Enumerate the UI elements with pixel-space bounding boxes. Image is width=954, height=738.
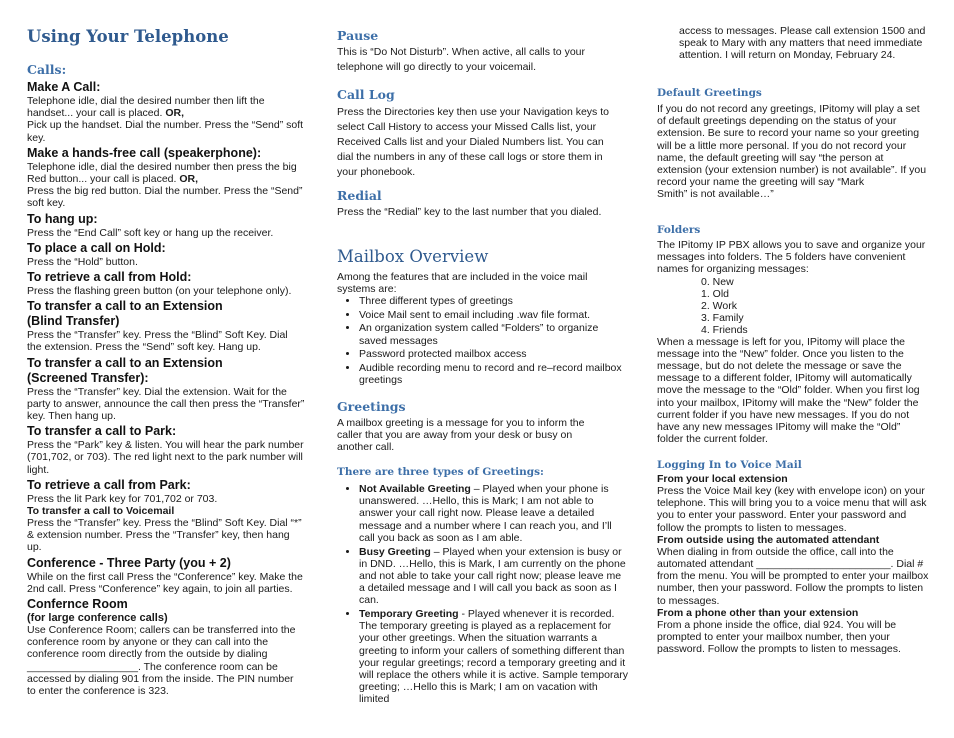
greeting-type-item (359, 608, 629, 706)
default-greetings-heading: Default Greetings (657, 87, 762, 99)
folder-item: 1. Old (701, 287, 730, 300)
make-call-text-2: Pick up the handset. Dial the number. Press the “Send” soft key. (27, 119, 304, 144)
logging-in-heading: Logging In to Voice Mail (657, 459, 802, 471)
hold-text: Press the “Hold” button. (27, 255, 138, 268)
hangup-text: Press the “End Call” soft key or hang up the receiver. (27, 226, 274, 239)
calls-section (27, 80, 305, 697)
retrieve-hold-text: Press the flashing green button (on your telephone only). (27, 285, 292, 298)
mailbox-overview-text: Among the features that are included in the voice mail systems are: (337, 271, 588, 296)
handsfree-heading: Make a hands-free call (speakerphone): (27, 145, 262, 160)
feature-item: • Voice Mail sent to email including .wav file format. (359, 309, 627, 321)
default-greetings-text: If you do not record any greetings, IPitomy will play a set of default greetings depending on the status of your extension. Be sure to record your name so your greeting will be a little more personal. If you do not record your name, the default greeting will say “the person at extension (your extension number) is not available”. If you record your name the greeting will say “Mark Smith” is not available…” (657, 103, 927, 201)
folder-item: 3. Family (701, 311, 744, 324)
temporary-greeting-continued-text: access to messages. Please call extension 1500 and speak to Mary with any matters that need immediate attention. I will return on Monday, February 24. (679, 25, 926, 62)
screened-transfer-heading: To transfer a call to an Extension (Screened Transfer): (27, 355, 223, 385)
folders-heading: Folders (657, 224, 701, 236)
retrieve-hold-heading: To retrieve a call from Hold: (27, 270, 192, 285)
greeting-type-item (359, 546, 629, 607)
greeting-type-item (359, 483, 629, 544)
handsfree-text: Telephone idle, dial the desired number then press the big Red button... your call is placed. OR, (27, 160, 297, 186)
conference-heading: Conference - Three Party (you + 2) (27, 555, 231, 570)
conference-room-subheading: (for large conference calls) (27, 612, 168, 625)
hold-heading: To place a call on Hold: (27, 240, 166, 255)
voicemail-transfer-heading: To transfer a call to Voicemail (27, 505, 175, 518)
handsfree-text-2: Press the big red button. Dial the number. Press the “Send” soft key. (27, 185, 303, 210)
blind-transfer-heading: To transfer a call to an Extension (Blind Transfer) (27, 299, 223, 329)
folders-behavior-text: When a message is left for you, IPitomy will place the message into the “New” folder. Once you listen to the message, but do not delete the message or save the message to a different folder, IPitomy will automatically move the message to the “Old” folder. When you first log into your mailbox, IPitomy will make the “New” folder the current folder if you have new messages. If you do not have any new messages IPitomy will make the “Old” folder the current folder. (657, 335, 920, 446)
feature-item: • Three different types of greetings (359, 295, 627, 307)
folder-item: 2. Work (701, 299, 737, 312)
redial-heading: Redial (337, 188, 382, 203)
greeting-type-label: Temporary Greeting (359, 608, 459, 621)
greeting-type-description: – Played when your extension is busy or in DND. …Hello, this is Mark, I am currently on the phone and not able to take your call right now; please leave me a detailed message and I will call you back as soon as I can. (359, 545, 626, 607)
redial-text: Press the “Redial” key to the last number that you dialed. (337, 206, 602, 218)
retrieve-park-text: Press the lit Park key for 701,702 or 703. (27, 492, 218, 505)
greeting-types-heading: There are three types of Greetings: (337, 466, 544, 478)
folders-intro-text: The IPitomy IP PBX allows you to save and organize your messages into folders. The 5 folders have convenient names for organizing messages: (657, 239, 926, 276)
voicemail-transfer-text: Press the “Transfer” key. Press the “Blind” Soft Key. Dial “*” & extension number. Press the “Transfer” key, then hang up. (27, 517, 302, 554)
pause-heading: Pause (337, 28, 379, 43)
other-phone-text: From a phone inside the office, dial 924. You will be prompted to enter your mailbox number, then your password. Follow the prompts to listen to messages. (657, 618, 901, 656)
make-call-text: Telephone idle, dial the desired number then lift the handset... your call is placed. OR, (27, 95, 265, 120)
feature-item: • Password protected mailbox access (359, 348, 627, 360)
park-heading: To transfer a call to Park: (27, 424, 177, 439)
pause-text: This is “Do Not Disturb”. When active, all calls to your telephone will go directly to your voicemail. (337, 46, 585, 73)
outside-heading: From outside using the automated attendant (657, 533, 880, 546)
outside-text: When dialing in from outside the office, call into the automated attendant _______________________. Dial # from the menu. You will be prompted to enter your mailbox number, then your password. Follow the prompts to listen to messages. (657, 545, 929, 607)
park-text: Press the “Park” key & listen. You will hear the park number (701,702, or 703). The red light next to the park number will light. (27, 439, 304, 476)
screened-transfer-text: Press the “Transfer” key. Dial the extension. Wait for the party to answer, announce the call then press the “Transfer” key. Then hang up. (27, 385, 305, 423)
local-extension-heading: From your local extension (657, 473, 788, 485)
greeting-type-label: Not Available Greeting (359, 483, 471, 495)
blind-transfer-text: Press the “Transfer” key. Press the “Blind” Soft Key. Dial the extension. Press the “Send” soft key. Hang up. (27, 329, 288, 354)
features-list (337, 295, 627, 388)
page-title: Using Your Telephone (27, 27, 229, 46)
folders-list (657, 276, 927, 336)
feature-item: • An organization system called “Folders” to organize saved messages (359, 322, 627, 346)
folder-item: 4. Friends (701, 323, 748, 336)
conference-text: While on the first call Press the “Conference” key. Make the 2nd call. Press “Conference” key again, to join all parties. (27, 570, 303, 595)
folder-item: 0. New (701, 275, 734, 288)
retrieve-park-heading: To retrieve a call from Park: (27, 477, 191, 492)
conference-room-text: Use Conference Room; callers can be transferred into the conference room by anyone or they can call into the conference room directly from the outside by dialing ___________________. The conference room can be accessed by dialing 901 from the inside. The PIN number to enter the conference is 323. (27, 624, 296, 698)
conference-room-heading: Confernce Room (27, 597, 128, 612)
hangup-heading: To hang up: (27, 211, 98, 226)
call-log-text: Press the Directories key then use your Navigation keys to select Call History to access your Missed Calls list, your Received Calls list and your Dialed Numbers list. You can dial the numbers in any of these call logs or store them in your phonebook. (337, 106, 609, 178)
greeting-type-label: Busy Greeting (359, 545, 431, 558)
greeting-type-description: – Played when your phone is unanswered. …Hello, this is Mark; I am not able to answer your call right now. Please leave a detailed message and a number where I can reach you, and I’ll call you back as soon as I am able. (359, 483, 612, 544)
greetings-heading: Greetings (337, 399, 406, 414)
local-extension-text: Press the Voice Mail key (key with envelope icon) on your telephone. This will bring you to a voice menu that will ask you to enter your password. Enter your password and follow the prompts to listen to messages. (657, 485, 927, 534)
call-log-heading: Call Log (337, 87, 395, 102)
feature-item: • Audible recording menu to record and re–record mailbox greetings (359, 362, 627, 386)
greeting-type-description: - Played whenever it is recorded. The temporary greeting is played as a replacement for your other greetings. When the situation warrants a greeting to inform your callers of something different than your regular greetings; record a temporary greeting and it will replace the others while it is active. Sample temporary greeting; …Hello this is Mark; I am on vacation with limited (359, 608, 629, 706)
calls-heading: Calls: (27, 62, 67, 77)
folders-section (657, 239, 927, 445)
mailbox-overview-heading: Mailbox Overview (337, 247, 489, 266)
make-call-heading: Make A Call: (27, 80, 101, 94)
greeting-types-list (337, 483, 629, 707)
logging-in-section (657, 473, 929, 655)
other-phone-heading: From a phone other than your extension (657, 606, 859, 619)
greetings-text: A mailbox greeting is a message for you to inform the caller that you are away from your desk or busy on another call. (337, 417, 585, 454)
